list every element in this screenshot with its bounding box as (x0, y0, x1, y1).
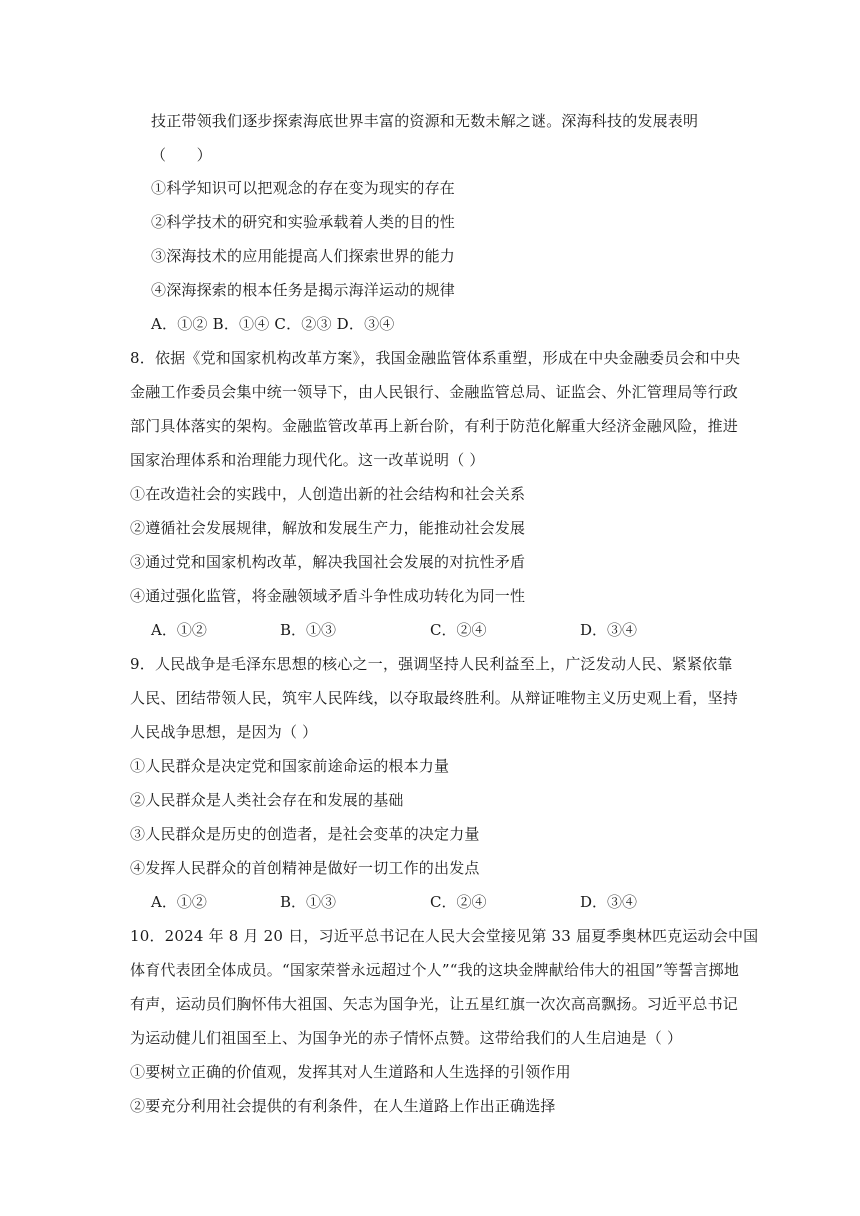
q8-stem-line-3: 部门具体落实的架构。金融监管改革再上新台阶，有利于防范化解重大经济金融风险，推进 (130, 417, 739, 435)
q9-stem-line-2: 人民、团结带领人民，筑牢人民阵线，以夺取最终胜利。从辩证唯物主义历史观上看，坚持 (130, 689, 739, 707)
q7-item-4: ④深海探索的根本任务是揭示海洋运动的规律 (151, 281, 456, 299)
q9-stem-line-1: 9．人民战争是毛泽东思想的核心之一，强调坚持人民利益至上，广泛发动人民、紧紧依靠 (130, 655, 733, 673)
q9-option-c[interactable]: C．②④ (430, 893, 487, 911)
q8-stem-line-1: 8．依据《党和国家机构改革方案》，我国金融监管体系重塑，形成在中央金融委员会和中央 (130, 349, 741, 367)
q9-item-3: ③人民群众是历史的创造者，是社会变革的决定力量 (130, 825, 480, 843)
q8-item-4: ④通过强化监管，将金融领域矛盾斗争性成功转化为同一性 (130, 587, 526, 605)
q7-answer-paren: （ ） (151, 146, 212, 164)
q8-option-b[interactable]: B．①③ (280, 621, 337, 639)
q9-option-b[interactable]: B．①③ (280, 893, 337, 911)
q8-item-1: ①在改造社会的实践中，人创造出新的社会结构和社会关系 (130, 485, 526, 503)
q8-item-3: ③通过党和国家机构改革，解决我国社会发展的对抗性矛盾 (130, 553, 526, 571)
q8-option-d[interactable]: D．③④ (580, 621, 638, 639)
q8-stem-line-4: 国家治理体系和治理能力现代化。这一改革说明（ ） (130, 451, 485, 469)
q8-item-2: ②遵循社会发展规律，解放和发展生产力，能推动社会发展 (130, 519, 526, 537)
q7-item-2: ②科学技术的研究和实验承载着人类的目的性 (151, 213, 456, 231)
q10-stem-line-4: 为运动健儿们祖国至上、为国争光的赤子情怀点赞。这带给我们的人生启迪是（ ） (130, 1029, 683, 1047)
q10-item-1: ①要树立正确的价值观，发挥其对人生道路和人生选择的引领作用 (130, 1063, 571, 1081)
q7-item-1: ①科学知识可以把观念的存在变为现实的存在 (151, 179, 456, 197)
q8-stem-line-2: 金融工作委员会集中统一领导下，由人民银行、金融监管总局、证监会、外汇管理局等行政 (130, 383, 739, 401)
q7-item-3: ③深海技术的应用能提高人们探索世界的能力 (151, 247, 456, 265)
q7-stem-tail: 技正带领我们逐步探索海底世界丰富的资源和无数未解之谜。深海科技的发展表明 (151, 112, 699, 130)
q10-stem-line-2: 体育代表团全体成员。“国家荣誉永远超过个人”“我的这块金牌献给伟大的祖国”等誓言掷地 (130, 961, 740, 979)
q8-option-a[interactable]: A．①② (151, 621, 207, 639)
q10-stem-line-3: 有声，运动员们胸怀伟大祖国、矢志为国争光，让五星红旗一次次高高飘扬。习近平总书记 (130, 995, 739, 1013)
q10-item-2: ②要充分利用社会提供的有利条件，在人生道路上作出正确选择 (130, 1097, 556, 1115)
q9-stem-line-3: 人民战争思想，是因为（ ） (130, 723, 318, 741)
q9-option-a[interactable]: A．①② (151, 893, 207, 911)
q8-option-c[interactable]: C．②④ (430, 621, 487, 639)
q9-item-4: ④发挥人民群众的首创精神是做好一切工作的出发点 (130, 859, 480, 877)
q10-stem-line-1: 10．2024 年 8 月 20 日，习近平总书记在人民大会堂接见第 33 届夏季奥林匹克运动会中国 (130, 927, 759, 945)
q9-item-1: ①人民群众是决定党和国家前途命运的根本力量 (130, 757, 450, 775)
q9-item-2: ②人民群众是人类社会存在和发展的基础 (130, 791, 404, 809)
q9-option-d[interactable]: D．③④ (580, 893, 638, 911)
q7-options: A．①② B．①④ C．②③ D．③④ (151, 315, 395, 333)
